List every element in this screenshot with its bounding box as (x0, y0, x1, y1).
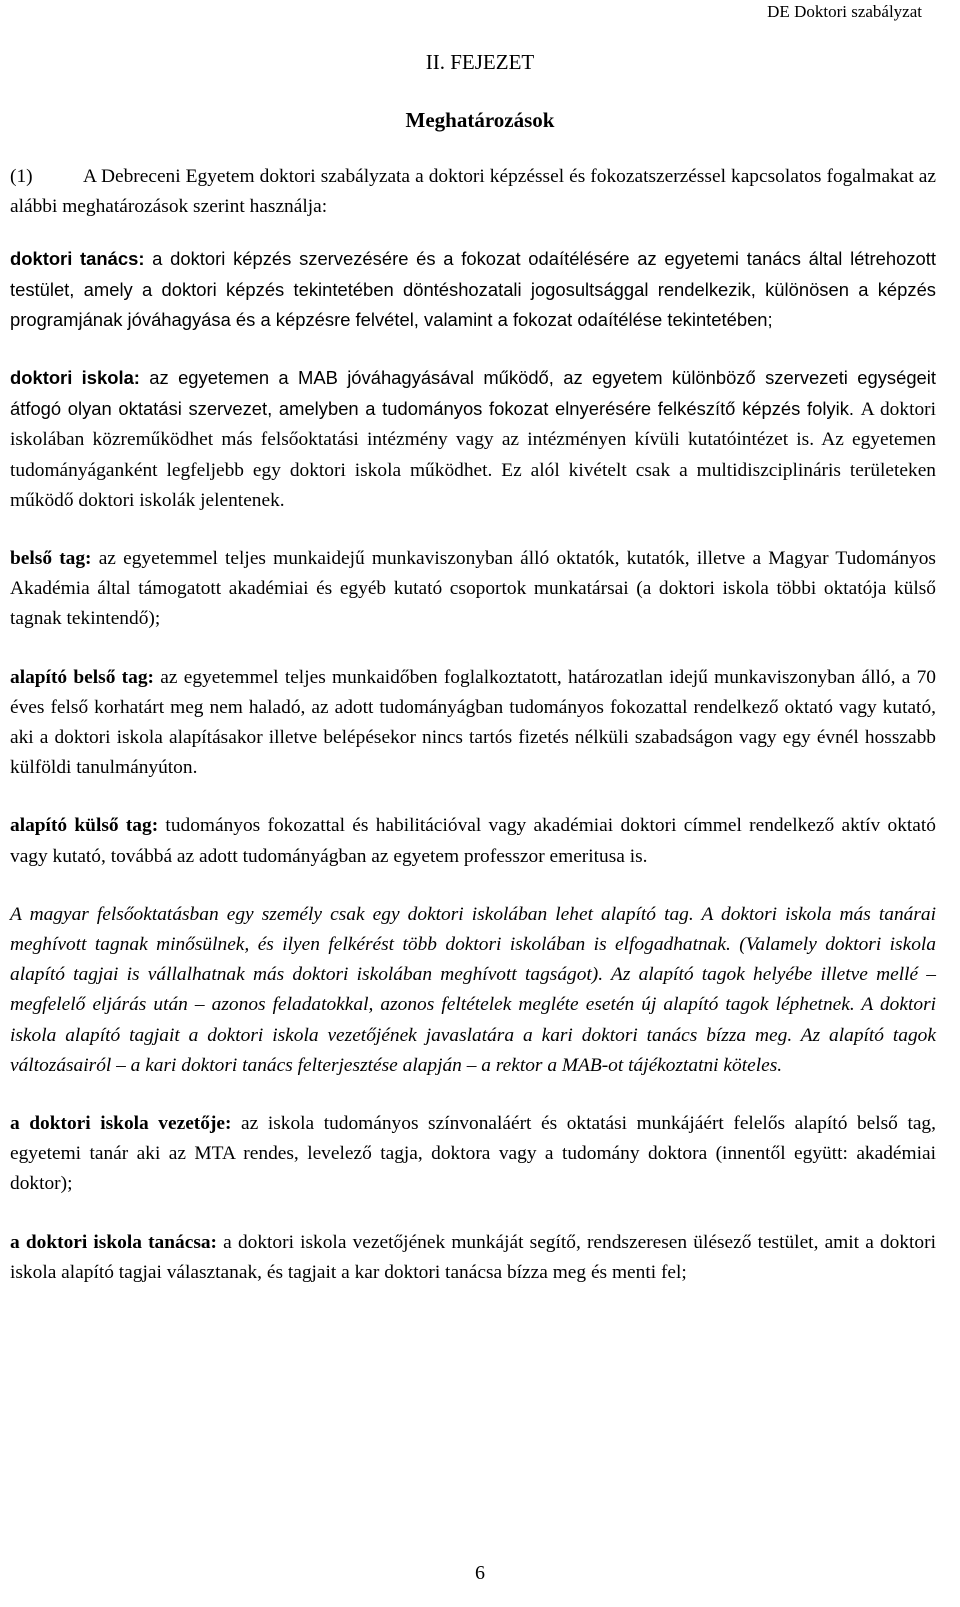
definition-text: tudományos fokozattal és habilitációval vagy akadémiai doktori címmel rendelkező aktív oktató vagy kutató, továbbá az adott tudományágban az egyetem professzor emeritusa is. (10, 815, 936, 867)
definition-alapito-belso-tag (10, 663, 936, 784)
page-number: 6 (475, 1562, 485, 1584)
paragraph-number: (1) (10, 166, 33, 187)
definition-term: alapító belső tag: (10, 666, 154, 688)
definition-doktori-iskola (10, 363, 936, 516)
italic-note (10, 900, 936, 1081)
definition-term: doktori iskola: (10, 367, 140, 389)
definition-iskola-tanacsa (10, 1228, 936, 1288)
intro-text: A Debreceni Egyetem doktori szabályzata a doktori képzéssel és fokozatszerzéssel kapcsolatos fogalmakat az alábbi meghatározások szerint használja: (10, 166, 936, 218)
definition-belso-tag (10, 544, 936, 635)
definition-text-continued: A doktori iskolában közreműködhet más felsőoktatási intézmény vagy az intézményen kívüli kutatóintézet is. Az egyetemen tudományáganként legfeljebb egy doktori iskola működhet. Ez alól kivételt csak a multidiszciplináris területeken működő doktori iskolák jelentenek. (10, 399, 936, 511)
definition-text: az iskola tudományos színvonaláért és oktatási munkájáért felelős alapító belső tag, egyetemi tanár aki az MTA rendes, levelező tagja, doktora vagy a tudomány doktora (innentől együtt: akadémiai doktor); (10, 1113, 936, 1195)
definition-text: az egyetemmel teljes munkaidejű munkaviszonyban álló oktatók, kutatók, illetve a Magyar Tudományos Akadémia által támogatott akadémiai és egyéb kutató csoportok munkatársai (a doktori iskola többi oktatója külső tagnak tekintendő); (10, 548, 936, 630)
definition-text: az egyetemen a MAB jóváhagyásával működő, az egyetem különböző szervezeti egységeit átfogó olyan oktatási szervezet, amelyben a tudományos fokozat elnyerésére felkészítő képzés folyik. (10, 367, 936, 420)
section-title: Meghatározások (405, 108, 555, 132)
definition-text: a doktori képzés szervezésére és a fokozat odaítélésére az egyetemi tanács által létrehozott testület, amely a doktori képzés tekintetében döntéshozatali jogosultsággal rendelkezik, különösen a képzés programjának jóváhagyása és a képzésre felvétel, valamint a fokozat odaítélése tekintetében; (10, 248, 936, 330)
definition-alapito-kulso-tag (10, 811, 936, 871)
chapter-number: II. FEJEZET (425, 50, 535, 74)
definition-doktori-tanacs (10, 244, 936, 335)
definition-term: a doktori iskola tanácsa: (10, 1231, 218, 1253)
definition-term: belső tag: (10, 548, 92, 570)
definition-iskola-vezetoje (10, 1109, 936, 1200)
definition-term: alapító külső tag: (10, 815, 159, 837)
document-header: DE Doktori szabályzat (767, 2, 922, 21)
definition-text: a doktori iskola vezetőjének munkáját segítő, rendszeresen ülésező testület, amit a doktori iskola alapító tagjai választanak, és tagjait a kar doktori tanácsa bízza meg és menti fel; (10, 1231, 936, 1283)
intro-paragraph (10, 162, 936, 222)
definition-term: doktori tanács: (10, 248, 145, 270)
definition-text: az egyetemmel teljes munkaidőben foglalkoztatott, határozatlan idejű munkaviszonyban álló, a 70 éves felső korhatárt meg nem haladó, az adott tudományágban tudományos fokozattal rendelkező oktató vagy kutató, aki a doktori iskola alapításakor illetve belépésekor nincs tartós fizetés nélküli szabadságon vagy egy évnél hosszabb külföldi tanulmányúton. (10, 666, 937, 779)
document-body (10, 162, 936, 1288)
definition-term: a doktori iskola vezetője: (10, 1113, 232, 1135)
italic-note-text: A magyar felsőoktatásban egy személy csak egy doktori iskolában lehet alapító tag. A doktori iskola más tanárai meghívott tagnak minősülnek, és ilyen felkérést több doktori iskolában is elfogadhatnak. (Valamely doktori iskola alapító tagjai is vállalhatnak más doktori iskolában meghívott tagságot). Az alapító tagok helyébe illetve mellé – megfelelő eljárás után – azonos feladatokkal, azonos feltételek megléte esetén új alapító tagok léphetnek. A doktori iskola alapító tagjait a doktori iskola vezetőjének javaslatára a kari doktori tanács bízza meg. Az alapító tagok változásairól – a kari doktori tanács felterjesztése alapján – a rektor a MAB-ot tájékoztatni köteles. (10, 903, 936, 1076)
